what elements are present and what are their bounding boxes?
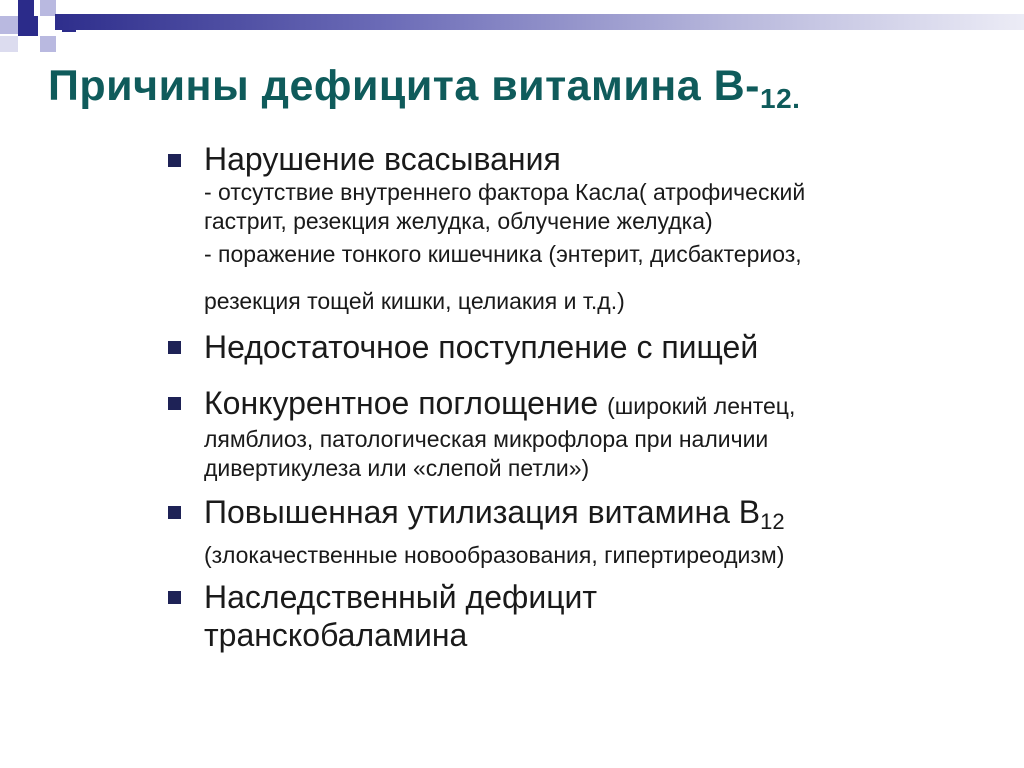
corner-square-6	[40, 36, 56, 52]
bullet-heading: Недостаточное поступление с пищей	[204, 329, 759, 365]
bullet-malabsorption	[168, 140, 968, 316]
square-bullet-icon	[168, 341, 181, 354]
bullet-heading-line	[204, 493, 968, 541]
corner-square-4	[18, 16, 38, 36]
title-text: Причины дефицита витамина В-	[48, 62, 760, 110]
bullet-detail-line: - поражение тонкого кишечника (энтерит, дисбактериоз,	[204, 241, 802, 267]
square-bullet-icon	[168, 506, 181, 519]
bullet-detail-line: лямблиоз, патологическая микрофлора при наличии	[204, 426, 769, 452]
bullet-detail-line: резекция тощей кишки, целиакия и т.д.)	[204, 288, 625, 314]
corner-square-3	[0, 16, 18, 34]
title-suffix: .	[792, 83, 801, 114]
bullet-insufficient-intake	[168, 328, 968, 366]
bullet-detail-line: дивертикулеза или «слепой петли»)	[204, 455, 590, 481]
bullet-detail-line: (злокачественные новообразования, гипертиреодизм)	[204, 542, 785, 568]
slide-title	[48, 62, 800, 115]
bullet-subscript: 12	[760, 509, 785, 534]
bullet-heading: Повышенная утилизация витамина В	[204, 494, 761, 530]
square-bullet-icon	[168, 591, 181, 604]
corner-square-2	[40, 0, 56, 16]
title-subscript: 12	[760, 83, 793, 114]
bullet-list	[168, 140, 968, 654]
bullet-hereditary-deficiency	[168, 578, 968, 654]
bullet-competitive-uptake	[168, 384, 968, 483]
bullet-detail-line: - отсутствие внутреннего фактора Касла( атрофический	[204, 179, 806, 205]
corner-square-1	[18, 0, 34, 16]
header-gradient-bar	[55, 14, 1024, 30]
bullet-detail-line: гастрит, резекция желудка, облучение желудка)	[204, 208, 713, 234]
bullet-heading-continued: транскобаламина	[204, 617, 468, 653]
bullet-heading: Нарушение всасывания	[204, 141, 561, 177]
bullet-heading: Наследственный дефицит	[204, 579, 598, 615]
square-bullet-icon	[168, 397, 181, 410]
bullet-heading: Конкурентное поглощение	[204, 385, 599, 421]
corner-square-5	[0, 36, 18, 52]
bullet-increased-utilization	[168, 493, 968, 570]
bullet-inline-detail: (широкий лентец,	[607, 393, 796, 419]
square-bullet-icon	[168, 154, 181, 167]
bullet-heading-line	[204, 384, 968, 425]
